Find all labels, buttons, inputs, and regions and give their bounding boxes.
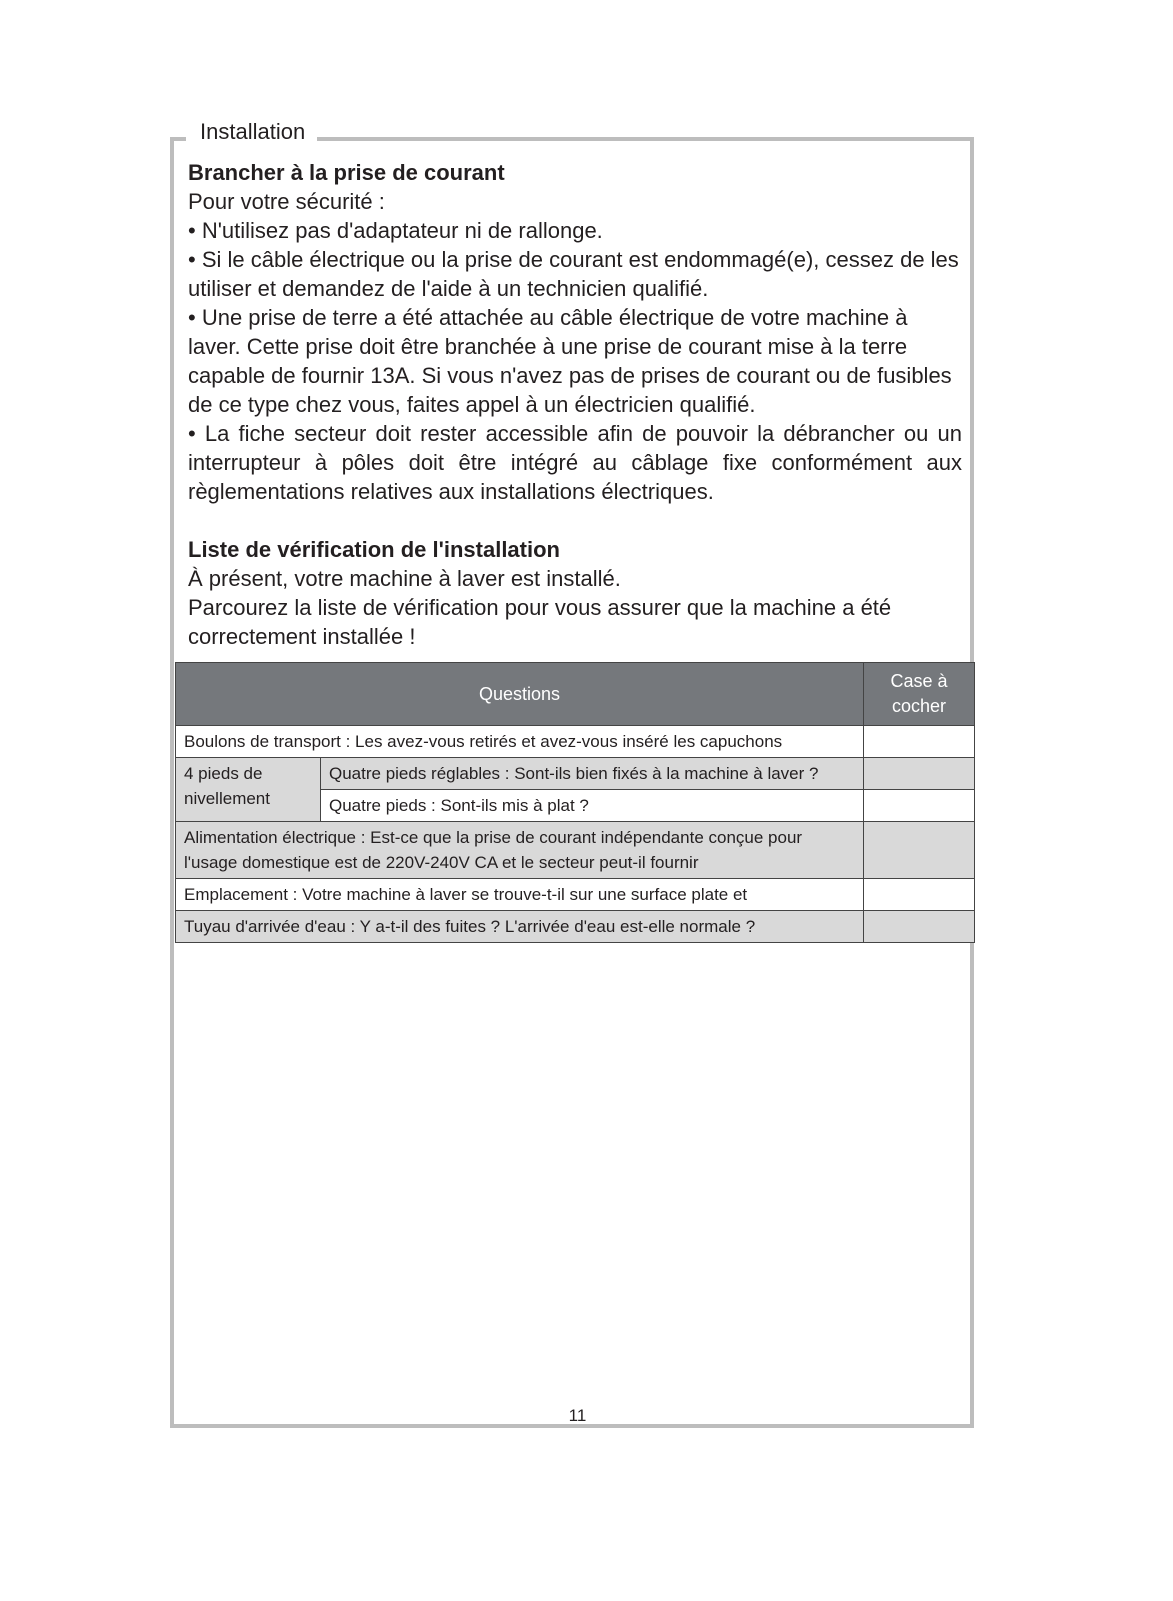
checkbox-cell[interactable] [864,822,975,879]
row-feet-group: 4 pieds de nivellement [176,758,321,822]
table-row [176,758,975,790]
header-questions: Questions [176,663,864,726]
plug-heading: Brancher à la prise de courant [188,160,505,185]
plug-bullet-2: • Si le câble électrique ou la prise de courant est endommagé(e), cessez de les utiliser et demandez de l'aide à un technicien qualifié. [188,247,959,301]
main-content [188,158,962,651]
header-check: Case à cocher [864,663,975,726]
plug-bullet-4: • La fiche secteur doit rester accessible afin de pouvoir la débrancher ou un interrupteur à pôles doit être intégré au câblage fixe conformément aux règlementations relatives aux installations électriques. [188,421,962,504]
row-transport-question: Boulons de transport : Les avez-vous retirés et avez-vous inséré les capuchons [176,726,864,758]
table-row [176,726,975,758]
checkbox-cell[interactable] [864,758,975,790]
table-row [176,822,975,879]
checkbox-cell[interactable] [864,879,975,911]
plug-bullet-1: • N'utilisez pas d'adaptateur ni de rallonge. [188,218,603,243]
installation-checklist-table [175,662,975,943]
row-power-question: Alimentation électrique : Est-ce que la prise de courant indépendante conçue pour l'usage domestique est de 220V-240V CA et le secteur peut-il fournir [176,822,864,879]
checklist-line-1: À présent, votre machine à laver est installé. [188,566,621,591]
page-number: 11 [568,1406,587,1425]
plug-bullet-3: • Une prise de terre a été attachée au câble électrique de votre machine à laver. Cette prise doit être branchée à une prise de courant mise à la terre capable de fournir 13A. Si vous n'avez pas de prises de courant ou de fusibles de ce type chez vous, faites appel à un électricien qualifié. [188,305,952,417]
checklist-line-2: Parcourez la liste de vérification pour vous assurer que la machine a été correctement installée ! [188,595,892,649]
row-feet-flat-question: Quatre pieds : Sont-ils mis à plat ? [321,790,864,822]
table-row [176,911,975,943]
row-location-question: Emplacement : Votre machine à laver se trouve-t-il sur une surface plate et [176,879,864,911]
plug-intro: Pour votre sécurité : [188,189,385,214]
checkbox-cell[interactable] [864,726,975,758]
checkbox-cell[interactable] [864,911,975,943]
row-feet-fixed-question: Quatre pieds réglables : Sont-ils bien fixés à la machine à laver ? [321,758,864,790]
checkbox-cell[interactable] [864,790,975,822]
row-hose-question: Tuyau d'arrivée d'eau : Y a-t-il des fuites ? L'arrivée d'eau est-elle normale ? [176,911,864,943]
table-row [176,879,975,911]
section-label: Installation [186,117,317,147]
checklist-heading: Liste de vérification de l'installation [188,537,560,562]
